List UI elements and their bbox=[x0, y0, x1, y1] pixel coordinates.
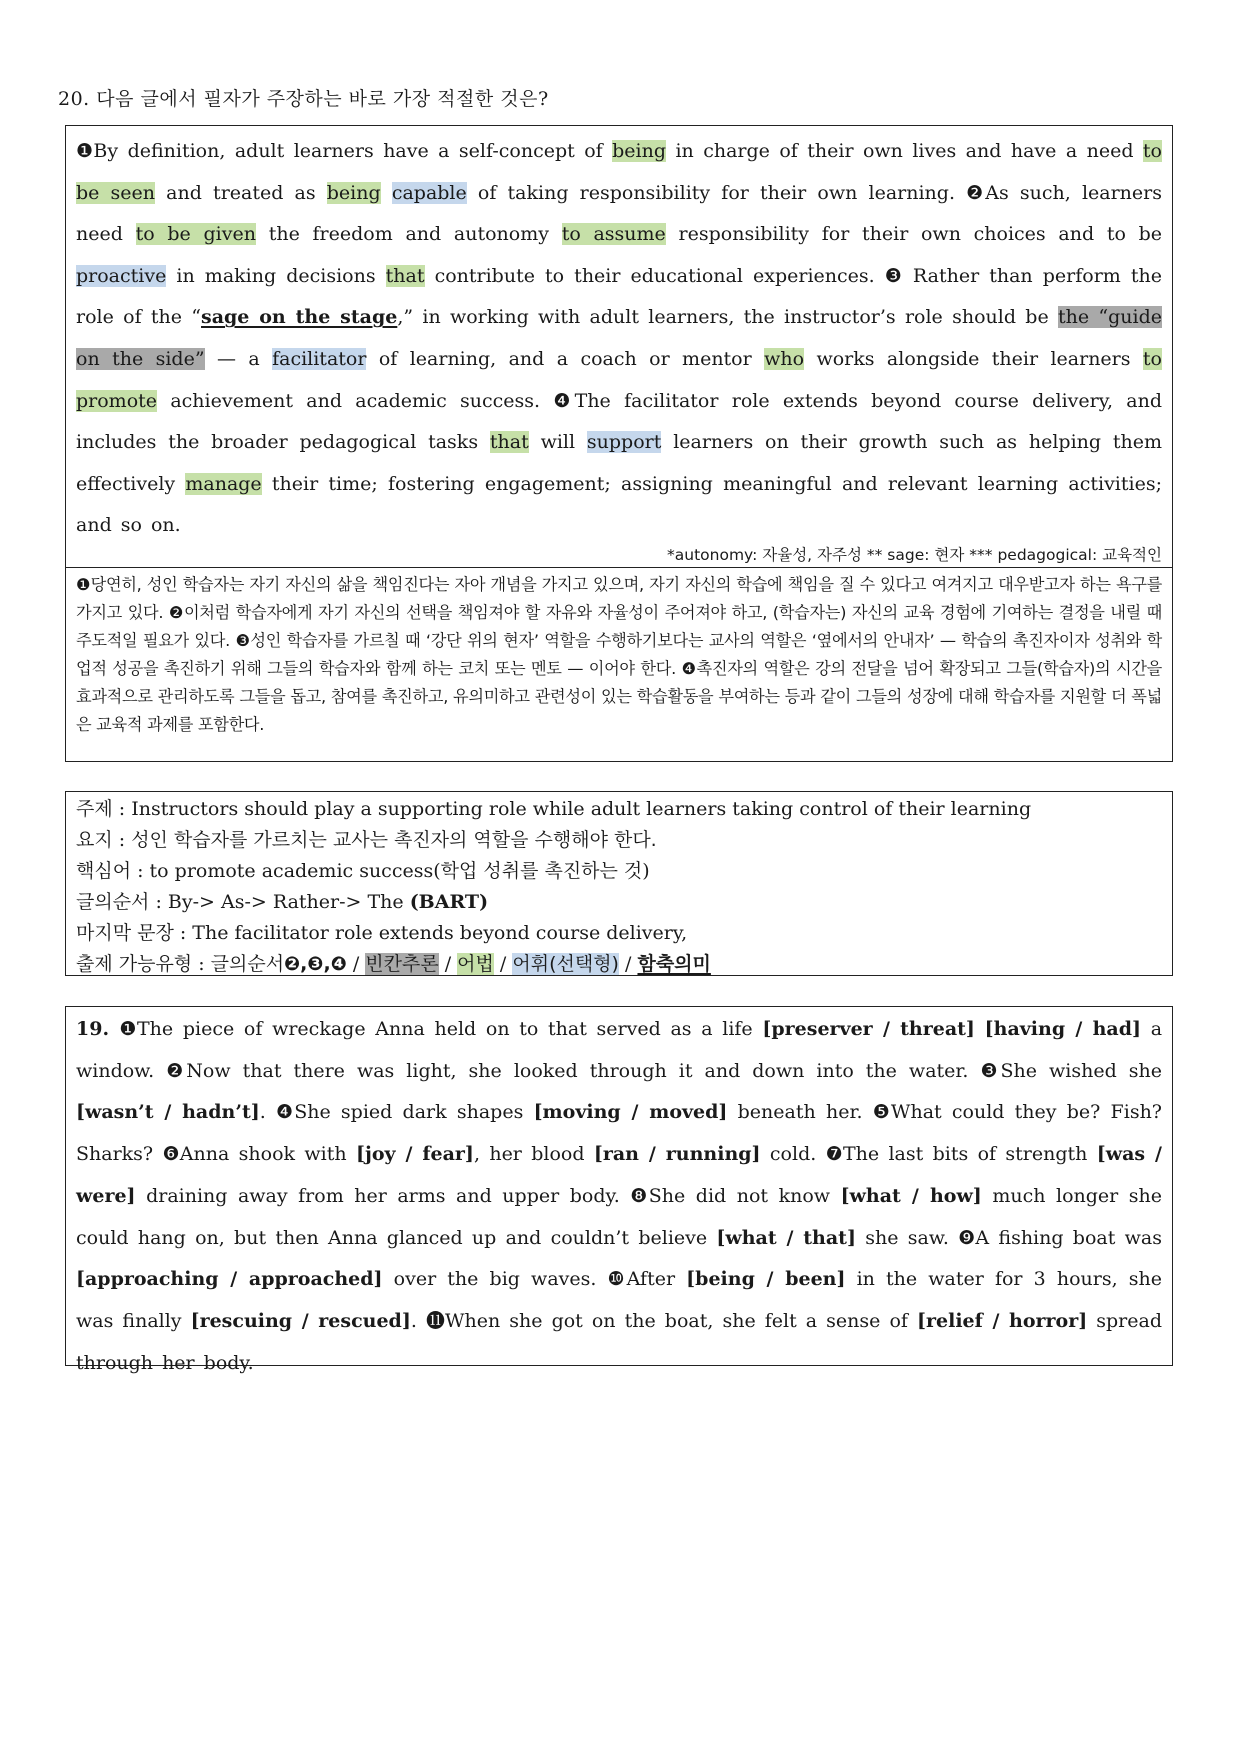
question-type-tag: 어법 bbox=[457, 953, 494, 975]
types-order: 글의순서 bbox=[210, 953, 285, 975]
passage-segment: the freedom and autonomy bbox=[255, 223, 562, 246]
order-text: By-> As-> Rather-> The bbox=[167, 891, 410, 913]
passage-segment: ❶By definition, adult learners have a self-concept of bbox=[76, 140, 613, 162]
question-type-tag: 빈칸추론 bbox=[365, 953, 439, 975]
choice-bracket: [relief / horror] bbox=[917, 1309, 1088, 1332]
passage-segment bbox=[381, 182, 392, 204]
gist-row: 요지 : 성인 학습자를 가르치는 교사는 촉진자의 역할을 수행해야 한다. bbox=[76, 829, 657, 851]
highlighted-phrase: who bbox=[764, 347, 805, 370]
question-19-segment: spread through her body. bbox=[76, 1309, 1162, 1374]
passage-segment: in making decisions bbox=[166, 264, 386, 287]
choice-bracket: [joy / fear] bbox=[355, 1143, 474, 1166]
gist-label: 요지 bbox=[76, 829, 113, 851]
order-label: 글의순서 bbox=[76, 891, 150, 913]
choice-bracket: [was / were] bbox=[76, 1143, 1162, 1207]
passage-segment: — a bbox=[204, 347, 273, 370]
question-type-tag: 함축의미 bbox=[637, 953, 711, 975]
question-19-segment: in the water for 3 hours, she was finally bbox=[76, 1268, 1162, 1332]
choice-bracket: [having / had] bbox=[984, 1018, 1141, 1040]
highlighted-phrase: capable bbox=[391, 181, 467, 204]
choice-bracket: [preserver / threat] bbox=[762, 1018, 975, 1040]
choice-bracket: [ran / running] bbox=[593, 1143, 761, 1166]
highlighted-phrase: that bbox=[385, 264, 425, 287]
passage-segment: works alongside their learners bbox=[804, 347, 1143, 370]
choice-bracket: [moving / moved] bbox=[533, 1101, 728, 1124]
passage-segment: and treated as bbox=[155, 181, 327, 204]
passage-segment: contribute to their educational experiences. ❸ Rather than perform the role of the “ bbox=[76, 264, 1162, 329]
question-19-segment: a window. ❷Now that there was light, she looked through it and down into the water. ❸She wished she bbox=[76, 1018, 1163, 1082]
highlighted-phrase: to promote bbox=[76, 347, 1162, 412]
highlighted-phrase: to be seen bbox=[76, 140, 1162, 204]
topic-row: 주제 : Instructors should play a supporting role while adult learners taking control of their learning bbox=[76, 798, 1032, 820]
question-types-row: 출제 가능유형 : 글의순서❷,❸,❹ / 빈칸추론 / 어법 / 어휘(선택형) / 함축의미 bbox=[76, 953, 711, 975]
passage-segment: of learning, and a coach or mentor bbox=[366, 347, 765, 370]
topic-label: 주제 bbox=[76, 798, 113, 820]
choice-bracket: 19. bbox=[76, 1018, 120, 1040]
separator: / bbox=[346, 953, 366, 975]
passage-text bbox=[76, 131, 1162, 547]
passage-segment: responsibility for their own choices and to be bbox=[665, 223, 1163, 246]
highlighted-phrase: that bbox=[489, 431, 529, 454]
question-types-label: 출제 가능유형 bbox=[76, 953, 193, 975]
glossary-footnote: *autonomy: 자율성, 자주성 ** sage: 현자 *** pedagogical: 교육적인 bbox=[667, 546, 1162, 564]
korean-translation-box: ❶당연히, 성인 학습자는 자기 자신의 삶을 책임진다는 자아 개념을 가지고 있으며, 자기 자신의 학습에 책임을 질 수 있다고 여겨지고 대우받고자 하는 욕구를 가지고 있다. ❷이처럼 학습자에게 자기 자신의 선택을 책임져야 할 자유와 자율성이 주어져야 하고, (학습자는) 자신의 교육 경험에 기여하는 결정을 내릴 때 주도적일 필요가 있다. ❸성인 학습자를 가르칠 때 ‘강단 위의 현자’ 역할을 수행하기보다는 교사의 역할은 ‘옆에서의 안내자’ — 학습의 촉진자이자 성취와 학업적 성공을 촉진하기 위해 그들의 학습자와 함께 하는 코치 또는 멘토 — 이어야 한다. ❹촉진자의 역할은 강의 전달을 넘어 확장되고 그들(학습자)의 시간을 효과적으로 관리하도록 그들을 돕고, 참여를 촉진하고, 유의미하고 관련성이 있는 학습활동을 부여하는 등과 같이 그들의 성장에 대해 학습자를 지원할 더 폭넓은 교육적 과제를 포함한다. bbox=[65, 567, 1173, 762]
passage-segment: ,” in working with adult learners, the instructor’s role should be bbox=[397, 306, 1058, 329]
separator: / bbox=[618, 953, 638, 975]
question-types-list bbox=[347, 953, 711, 975]
question-19-segment: . ⓫When she got on the boat, she felt a sense of bbox=[410, 1309, 918, 1332]
last-sentence-row: 마지막 문장 : The facilitator role extends beyond course delivery, bbox=[76, 922, 688, 944]
question-19-segment: she saw. ❾A fishing boat was bbox=[855, 1226, 1162, 1249]
passage-box bbox=[65, 125, 1173, 568]
question-19-segment: cold. ❼The last bits of strength bbox=[760, 1143, 1097, 1166]
keyword-text: to promote academic success(학업 성취를 촉진하는 것) bbox=[149, 860, 650, 882]
highlighted-phrase: to be given bbox=[135, 223, 256, 246]
question-19-segment: much longer she could hang on, but then Anna glanced up and couldn’t believe bbox=[76, 1184, 1162, 1249]
passage-segment: of taking responsibility for their own learning. ❷As such, learners need bbox=[76, 181, 1162, 246]
separator: / bbox=[438, 953, 458, 975]
choice-bracket: [what / that] bbox=[716, 1226, 856, 1249]
question-19-box bbox=[65, 1006, 1173, 1374]
question-19-segment: beneath her. ❺What could they be? Fish? Sharks? ❻Anna shook with bbox=[76, 1101, 1162, 1166]
passage-segment: learners on their growth such as helping them effectively bbox=[76, 431, 1163, 495]
highlighted-phrase: support bbox=[586, 431, 662, 454]
last-sentence-label: 마지막 문장 bbox=[76, 922, 174, 944]
passage-segment: achievement and academic success. ❹The facilitator role extends beyond course delivery, and includes the broader pedagogical tasks bbox=[76, 389, 1162, 454]
order-row: 글의순서 : By-> As-> Rather-> The (BART) bbox=[76, 891, 489, 913]
passage-segment: their time; fostering engagement; assigning meaningful and relevant learning activities; and so on. bbox=[76, 472, 1162, 537]
choice-bracket: [rescuing / rescued] bbox=[190, 1309, 411, 1332]
question-19-segment: , her blood bbox=[473, 1143, 594, 1166]
highlighted-phrase: being bbox=[612, 140, 667, 162]
question-type-tag: 어휘(선택형) bbox=[512, 953, 619, 975]
keyword-label: 핵심어 bbox=[76, 860, 132, 882]
passage-segment: in charge of their own lives and have a need bbox=[666, 140, 1143, 162]
choice-bracket: [approaching / approached] bbox=[76, 1268, 383, 1291]
gist-text: 성인 학습자를 가르치는 교사는 촉진자의 역할을 수행해야 한다. bbox=[131, 829, 657, 851]
keyword-row: 핵심어 : to promote academic success(학업 성취를 촉진하는 것) bbox=[76, 860, 650, 882]
highlighted-phrase: to assume bbox=[561, 223, 666, 246]
highlighted-phrase: manage bbox=[185, 472, 262, 495]
highlighted-phrase: being bbox=[326, 181, 381, 204]
summary-box bbox=[65, 791, 1173, 976]
highlighted-phrase: sage on the stage bbox=[201, 306, 398, 329]
highlighted-phrase: the “guide on the side” bbox=[76, 306, 1162, 370]
question-19-segment: ❶The piece of wreckage Anna held on to that served as a life bbox=[119, 1018, 763, 1040]
question-19-segment bbox=[975, 1018, 985, 1040]
types-order-nums: ❷,❸,❹ bbox=[284, 953, 347, 975]
highlighted-phrase: proactive bbox=[76, 264, 167, 287]
question-19-segment: draining away from her arms and upper body. ❽She did not know bbox=[135, 1184, 841, 1207]
separator: / bbox=[493, 953, 513, 975]
highlighted-phrase: facilitator bbox=[272, 347, 367, 370]
choice-bracket: [what / how] bbox=[840, 1184, 982, 1207]
topic-text: Instructors should play a supporting role while adult learners taking control of their learning bbox=[131, 798, 1032, 820]
choice-bracket: [wasn’t / hadn’t] bbox=[76, 1101, 260, 1124]
question-20-title: 20. 다음 글에서 필자가 주장하는 바로 가장 적절한 것은? bbox=[58, 88, 549, 110]
choice-bracket: [being / been] bbox=[686, 1268, 846, 1291]
last-sentence-text: The facilitator role extends beyond course delivery, bbox=[192, 922, 688, 944]
question-19-segment: over the big waves. ❿After bbox=[382, 1268, 687, 1291]
question-19-segment: . ❹She spied dark shapes bbox=[259, 1101, 534, 1124]
order-code: (BART) bbox=[409, 891, 489, 913]
passage-segment: will bbox=[528, 431, 587, 454]
